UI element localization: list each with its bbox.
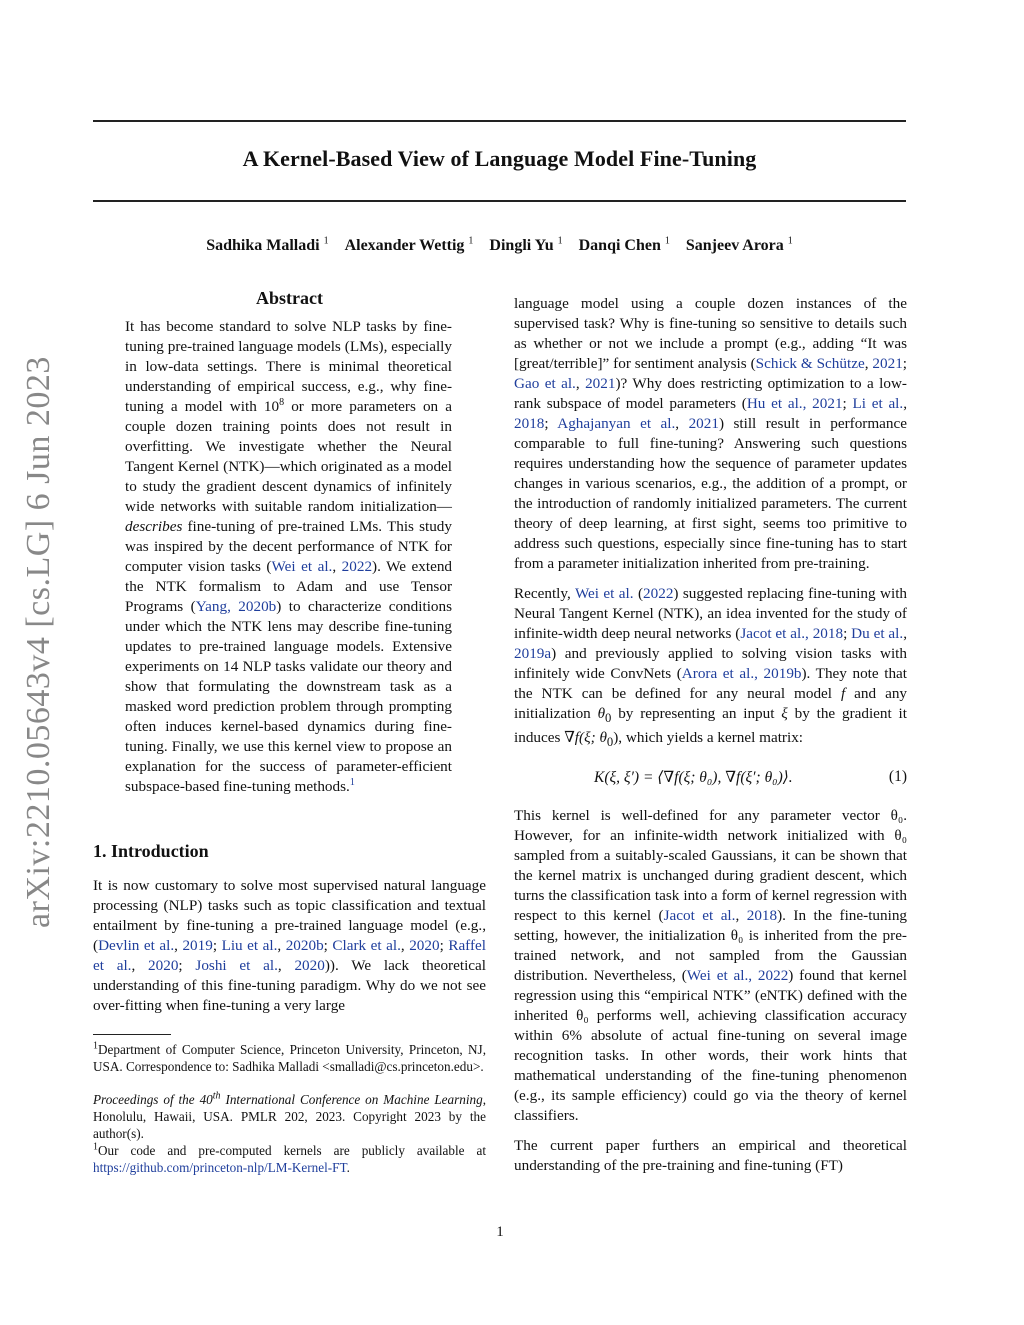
citation-link[interactable]: Arora et al., xyxy=(681,665,758,682)
citation-link[interactable]: Schick & Schütze xyxy=(755,355,865,372)
arxiv-watermark: arXiv:2210.05643v4 [cs.LG] 6 Jun 2023 xyxy=(20,356,57,928)
section-heading-introduction: 1. Introduction xyxy=(93,841,209,861)
abstract-heading: Abstract xyxy=(256,288,323,308)
citation-link[interactable]: Wei et al., xyxy=(686,967,753,985)
citation-link[interactable]: 2021 xyxy=(812,395,843,412)
citation-link[interactable]: Devlin et al. xyxy=(98,937,175,954)
paragraph: The current paper furthers an empirical and theoretical understanding of the pre-training and fine-tuning (FT) xyxy=(514,1137,907,1175)
equation-number: (1) xyxy=(888,768,907,786)
citation-link[interactable]: Jacot et al., xyxy=(740,625,809,642)
citation-link[interactable]: Raffel et al. xyxy=(93,937,486,974)
author: Danqi Chen $^1$ xyxy=(578,236,670,255)
citation-link[interactable]: 2021 xyxy=(585,375,616,392)
citation-link[interactable]: Jacot et al. xyxy=(663,907,736,925)
citation-link[interactable]: Gao et al. xyxy=(514,375,576,392)
citation-link[interactable]: Li et al. xyxy=(852,395,904,412)
citation-link[interactable]: Aghajanyan et al. xyxy=(557,415,676,432)
citation-link[interactable]: 2020b xyxy=(285,937,324,954)
intro-paragraph: It is now customary to solve most supervised natural language processing (NLP) tasks such as topic classification and textual entailment by fine-tuning a pre-trained language model (e.g., (Devlin et al., 2019; Liu et al., 2020b; Clark et al., 2020; Raffel et al., 2020; Joshi et al., 2020)). We lack theoretical understanding of this fine-tuning paradigm. Why do we not see over-fitting when fine-tuning a very large xyxy=(93,877,486,1014)
citation-link[interactable]: 2022 xyxy=(757,967,789,985)
paragraph: language model using a couple dozen instances of the supervised task? Why is fine-tuning so sensitive to details such as whether or not we include a prompt (e.g., adding “It was [great/terrible]” for sentiment analysis (Schick & Schütze, 2021; Gao et al., 2021)? Why does restricting optimization to a low-rank subspace of model parameters (Hu et al., 2021; Li et al., 2018; Aghajanyan et al., 2021) still result in performance comparable to full fine-tuning? Answering such questions requires understanding how the sequence of parameter updates changes in various scenarios, e.g., the addition of a prompt, or the introduction of randomly initialized parameters. The current theory of deep learning, at first sight, seems too primitive to address such questions, especially since fine-tuning has to start from a parameter initialization inherited from pre-training. xyxy=(514,295,908,572)
paragraph: Recently, Wei et al. (2022) suggested replacing fine-tuning with Neural Tangent Kernel (NTK), an idea invented for the study of infinite-width deep neural networks (Jacot et al., 2018; Du et al., 2019a) and previously applied to solving vision tasks with infinitely wide ConvNets (Arora et al., 2019b). They note that the NTK can be defined for any neural model f and any initialization $\theta_0$ by representing an input ξ by the gradient it induces ∇f(ξ; $\theta_0$), which yields a kernel matrix: xyxy=(514,585,908,750)
github-link[interactable]: https://github.com/princeton-nlp/LM-Kernel-FT xyxy=(93,1160,347,1175)
title-rule-bottom xyxy=(93,200,906,202)
equation-1 xyxy=(514,768,907,792)
right-column xyxy=(514,294,907,1176)
citation-link[interactable]: 2019a xyxy=(514,645,552,662)
citation-link[interactable]: Wei et al. xyxy=(271,558,333,575)
citation-link[interactable]: 2020 xyxy=(294,957,325,974)
paragraph: This kernel is well-defined for any parameter vector θ₀. However, for an infinite-width network initialized with θ₀ sampled from a suitably-scaled Gaussians, it can be shown that the kernel matrix is unchanged during gradient descent, which turns the classification task into a form of kernel regression with respect to this kernel (Jacot et al., 2018). In the fine-tuning setting, however, the initialization θ₀ is inherited from the pre-trained network, and not sampled from the Gaussian distribution. Nevertheless, (Wei et al., 2022) found that kernel regression using this “empirical NTK” (eNTK) defined with the inherited θ₀ performs well, achieving classification accuracy within 6% absolute of actual fine-tuning on several image recognition tasks. In other words, their work hints that mathematical understanding of the fine-tuning phenomenon (e.g., its sample efficiency) could go via the theory of kernel classifiers. xyxy=(514,807,908,1125)
citation-link[interactable]: Joshi et al. xyxy=(195,957,278,974)
citation-link[interactable]: 2021 xyxy=(688,415,719,432)
citation-link[interactable]: 2018 xyxy=(746,907,778,925)
author: Sadhika Malladi $^1$ xyxy=(206,236,329,255)
citation-link[interactable]: 2021 xyxy=(872,355,903,372)
citation-link[interactable]: 2020 xyxy=(148,957,179,974)
citation-link[interactable]: Yang, xyxy=(195,598,231,615)
paper-title: A Kernel-Based View of Language Model Fine-Tuning xyxy=(242,146,757,171)
citation-link[interactable]: 2020b xyxy=(238,598,277,615)
citation-link[interactable]: Hu et al., xyxy=(746,395,807,412)
title-rule-top xyxy=(93,120,906,122)
author: Dingli Yu $^1$ xyxy=(489,236,563,255)
footnote-rule xyxy=(93,1034,171,1035)
citation-link[interactable]: 2022 xyxy=(341,558,373,575)
citation-link[interactable]: Wei et al. xyxy=(574,585,634,602)
footnote-marker[interactable]: 1 xyxy=(349,776,355,788)
code-footnote: $^1$Our code and pre-computed kernels are publicly available at https://github.com/princeton-nlp/LM-Kernel-FT. xyxy=(93,1141,486,1175)
citation-link[interactable]: 2018 xyxy=(514,415,545,432)
citation-link[interactable]: 2019 xyxy=(182,937,213,954)
page-number: 1 xyxy=(496,1224,504,1240)
affiliation-footnote: $^1$Department of Computer Science, Princeton University, Princeton, NJ, USA. Correspondence to: Sadhika Malladi <smalladi@cs.princeton.edu>. xyxy=(93,1040,486,1074)
author-list xyxy=(93,236,906,255)
citation-link[interactable]: Du et al. xyxy=(851,625,904,642)
equation-body: K(ξ, ξ′) = ⟨∇f(ξ; θ₀), ∇f(ξ′; θ₀)⟩. xyxy=(594,769,793,787)
author: Sanjeev Arora $^1$ xyxy=(685,236,793,255)
left-column xyxy=(93,288,486,1176)
citation-link[interactable]: 2020 xyxy=(409,937,440,954)
abstract-body: It has become standard to solve NLP tasks by fine-tuning pre-trained language models (LMs), especially in low-data settings. There is minimal theoretical understanding of empirical success, e.g., why fine-tuning a model with $10^8$ or more parameters on a couple dozen training points does not result in overfitting. We investigate whether the Neural Tangent Kernel (NTK)—which originated as a model to study the gradient descent dynamics of infinitely wide networks with suitable random initialization—describes fine-tuning of pre-trained LMs. This study was inspired by the decent performance of NTK for computer vision tasks (Wei et al., 2022). We extend the NTK formalism to Adam and use Tensor Programs (Yang, 2020b) to characterize conditions under which the NTK lens may describe fine-tuning updates to pre-trained language models. Extensive experiments on 14 NLP tasks validate our theory and show that formulating the downstream task as a masked word prediction problem through prompting often induces kernel-based dynamics during fine-tuning. Finally, we use this kernel view to propose an explanation for the success of parameter-efficient subspace-based fine-tuning methods.$^1$ xyxy=(125,318,453,795)
citation-link[interactable]: 2022 xyxy=(643,585,674,602)
citation-link[interactable]: Clark et al. xyxy=(332,937,401,954)
proceedings-note: Proceedings of the 40th International Conference on Machine Learning, Honolulu, Hawaii, USA. PMLR 202, 2023. Copyright 2023 by the author(s). xyxy=(93,1090,486,1141)
author: Alexander Wettig $^1$ xyxy=(344,236,474,255)
citation-link[interactable]: 2018 xyxy=(812,625,844,642)
citation-link[interactable]: Liu et al. xyxy=(221,937,278,954)
citation-link[interactable]: 2019b xyxy=(763,665,802,682)
